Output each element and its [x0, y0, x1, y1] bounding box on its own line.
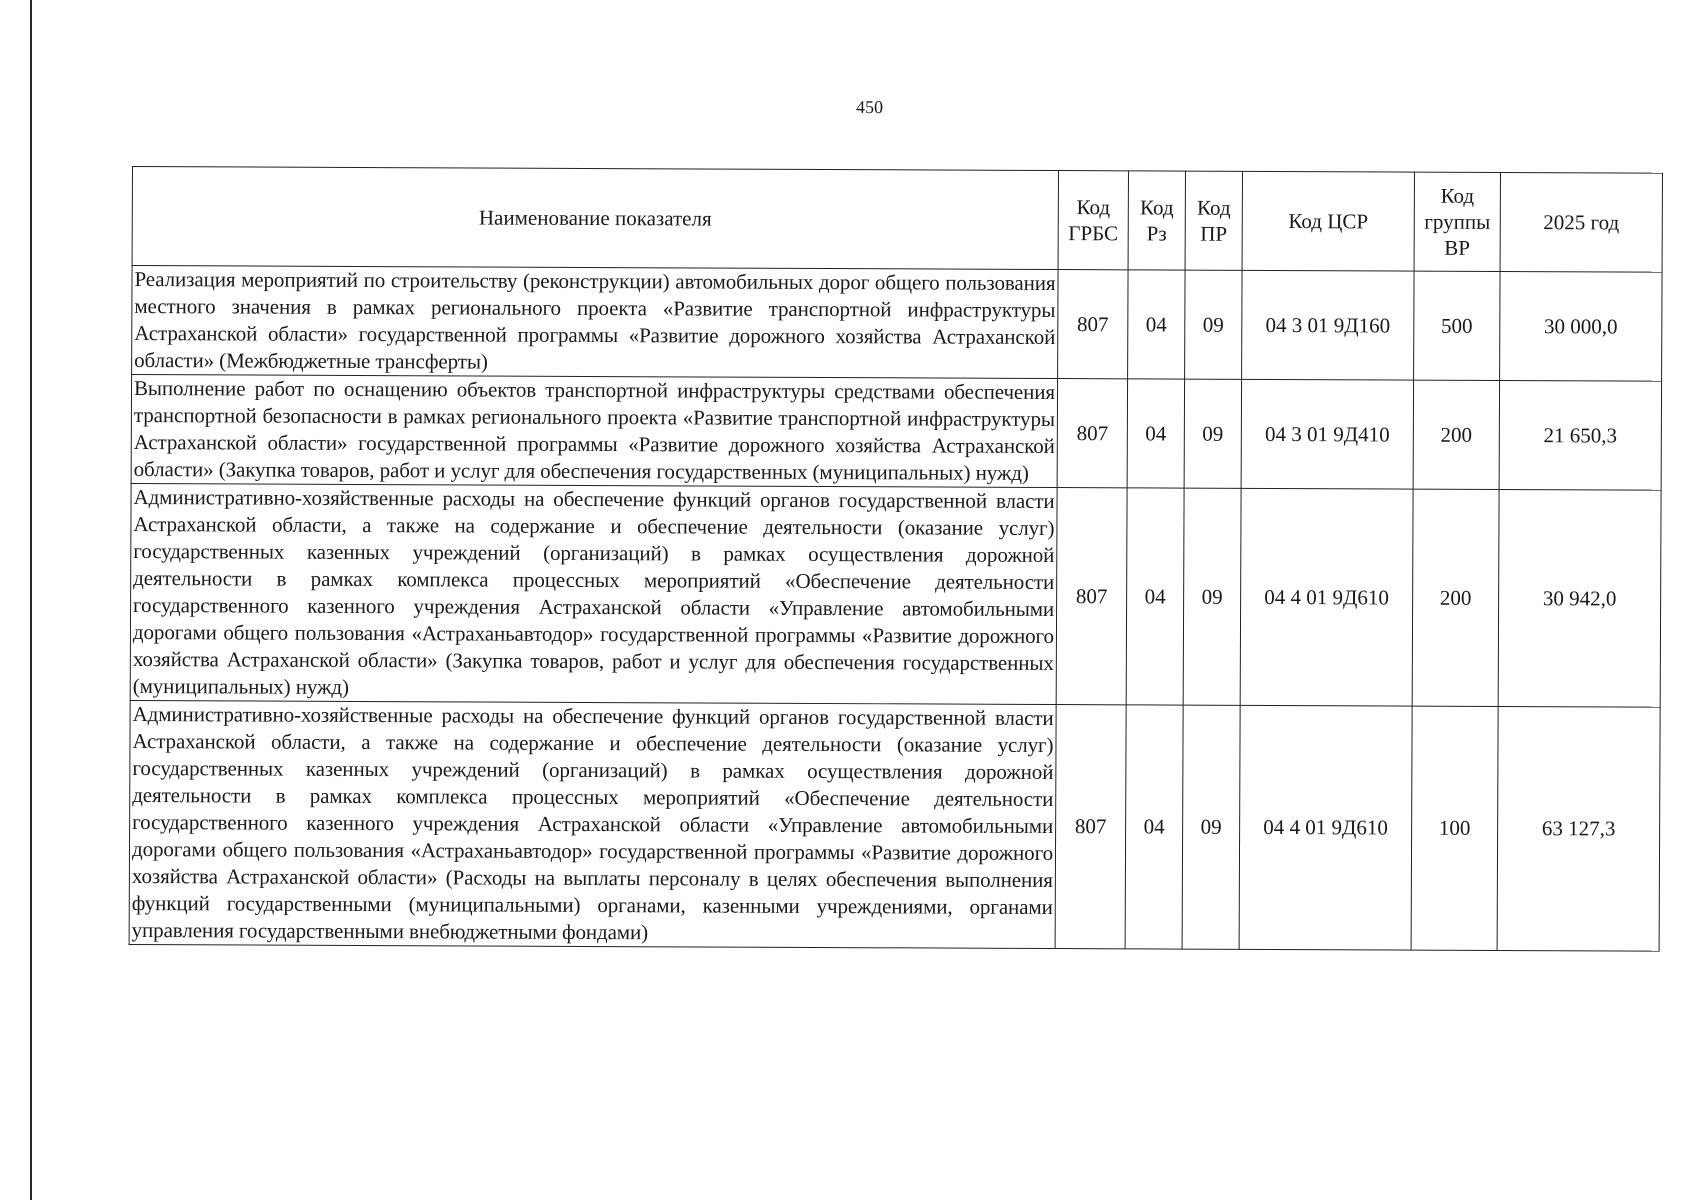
row-rz: 04: [1125, 705, 1183, 949]
row-amount: 30 942,0: [1498, 489, 1661, 707]
header-name: Наименование показателя: [132, 167, 1058, 270]
row-rz: 04: [1127, 379, 1184, 488]
row-amount: 21 650,3: [1499, 380, 1661, 490]
row-rz: 04: [1128, 270, 1185, 379]
row-grbs: 807: [1055, 705, 1126, 949]
row-vr: 200: [1413, 380, 1499, 489]
row-csr: 04 4 01 9Д610: [1240, 488, 1413, 706]
header-pr: Код ПР: [1185, 171, 1242, 270]
row-pr: 09: [1184, 379, 1241, 488]
row-grbs: 807: [1058, 270, 1128, 379]
row-name: Административно-хозяйственные расходы на обеспечение функций органов государственной власти Астраханской области, а также на содержание и обеспечение деятельности (оказание услуг) государственных казенных учреждений (организаций) в рамках осуществления дорожной деятельности в рамках комплекса процессных мероприятий «Обеспечение деятельности государственного казенного учреждения Астраханской области «Управление автомобильными дорогами общего пользования «Астраханьавтодор» государственной программы «Развитие дорожного хозяйства Астраханской области» (Расходы на выплаты персоналу в целях обеспечения выполнения функций государственными (муниципальными) органами, казенными учреждениями, органами управления государственными внебюджетными фондами): [129, 700, 1056, 948]
row-name: Административно-хозяйственные расходы на обеспечение функций органов государственной власти Астраханской области, а также на содержание и обеспечение деятельности (оказание услуг) государственных казенных учреждений (организаций) в рамках осуществления дорожной деятельности в рамках комплекса процессных мероприятий «Обеспечение деятельности государственного казенного учреждения Астраханской области «Управление автомобильными дорогами общего пользования «Астраханьавтодор» государственной программы «Развитие дорожного хозяйства Астраханской области» (Закупка товаров, работ и услуг для обеспечения государственных (муниципальных) нужд): [130, 483, 1057, 704]
row-csr: 04 3 01 9Д160: [1242, 270, 1414, 380]
row-name: Выполнение работ по оснащению объектов транспортной инфраструктуры средствами обеспечения транспортной безопасности в рамках регионального проекта «Развитие транспортной инфраструктуры Астраханской области» государственной программы «Развитие дорожного хозяйства Астраханской области» (Закупка товаров, работ и услуг для обеспечения государственных (муниципальных) нужд): [131, 375, 1057, 488]
row-amount: 63 127,3: [1497, 706, 1660, 951]
row-rz: 04: [1126, 488, 1184, 705]
budget-table: [129, 166, 1663, 952]
table-row: [130, 483, 1661, 707]
header-csr: Код ЦСР: [1242, 171, 1414, 271]
row-grbs: 807: [1057, 379, 1127, 488]
row-vr: 100: [1411, 706, 1498, 950]
page-number: 450: [855, 96, 884, 118]
table-header-row: [132, 167, 1662, 273]
scan-edge-line: [30, 0, 32, 1200]
table-row: [129, 700, 1660, 951]
row-grbs: 807: [1056, 488, 1127, 705]
header-vr: Код группы ВР: [1414, 172, 1500, 271]
table-row: [131, 375, 1661, 491]
row-csr: 04 3 01 9Д410: [1241, 379, 1413, 489]
row-csr: 04 4 01 9Д610: [1239, 705, 1412, 950]
header-rz: Код Рз: [1128, 171, 1185, 270]
row-pr: 09: [1182, 705, 1240, 949]
row-vr: 500: [1414, 271, 1500, 380]
row-pr: 09: [1183, 488, 1241, 705]
row-name: Реализация мероприятий по строительству (реконструкции) автомобильных дорог общего пользования местного значения в рамках регионального проекта «Развитие транспортной инфраструктуры Астраханской области» государственной программы «Развитие дорожного хозяйства Астраханской области» (Межбюджетные трансферты): [132, 266, 1058, 379]
row-pr: 09: [1185, 270, 1242, 379]
header-year: 2025 год: [1500, 172, 1662, 272]
table-row: [132, 266, 1662, 382]
row-amount: 30 000,0: [1500, 271, 1662, 381]
header-grbs: Код ГРБС: [1058, 171, 1128, 270]
row-vr: 200: [1412, 489, 1499, 706]
